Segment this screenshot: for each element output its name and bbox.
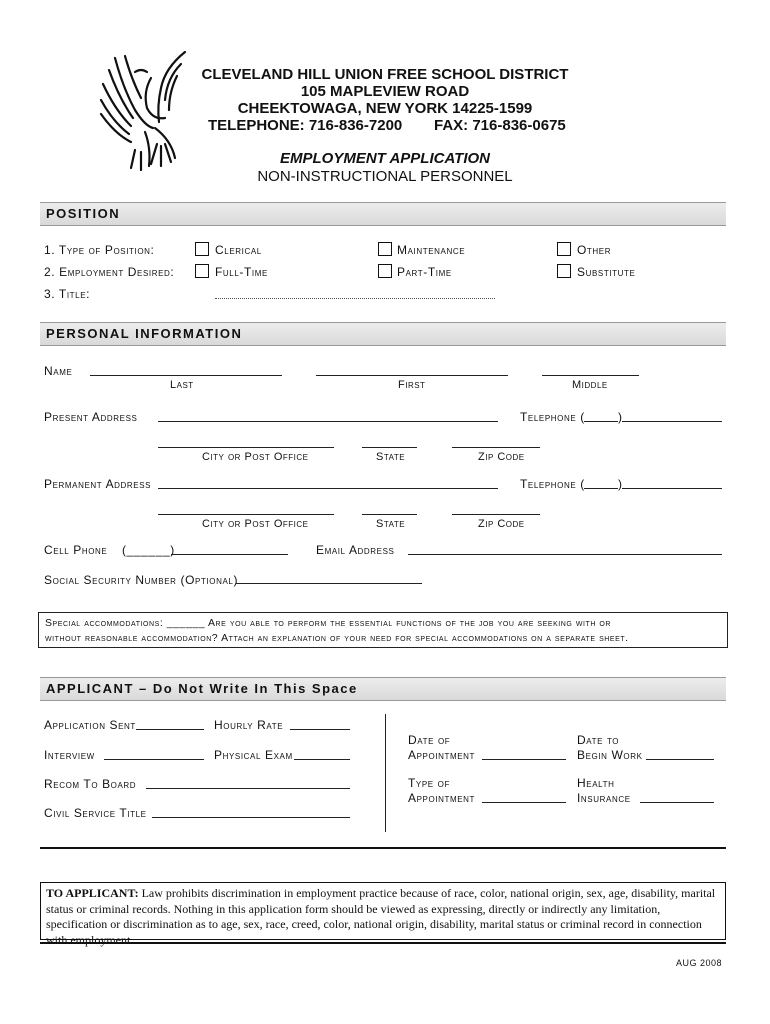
recom-to-board-label: Recom To Board (44, 777, 137, 791)
zip-caption: Zip Code (478, 518, 525, 530)
name-label: Name (44, 364, 73, 378)
date-of-appointment-field[interactable] (482, 759, 566, 760)
recom-to-board-field[interactable] (146, 788, 350, 789)
date-of-label: Date of (408, 733, 451, 747)
telephone-number: TELEPHONE: 716-836-7200 (208, 117, 403, 134)
section-heading: APPLICANT – Do Not Write In This Space (46, 681, 358, 696)
notice-text: Law prohibits discrimination in employment practice because of race, color, national origin, sex, age, disability, marital status or criminal records. Nothing in this application form should be viewed as expressing, directly or indirectly any limitation, specification or discrimination as to age, sex, race, creed, color, national origin, disability, marital status or criminal record in connection with employment. (46, 886, 716, 947)
page-subtitle: NON-INSTRUCTIONAL PERSONNEL (257, 168, 513, 185)
cell-phone-field[interactable] (171, 554, 288, 555)
notice-lead: TO APPLICANT: (46, 886, 139, 900)
civil-service-title-label: Civil Service Title (44, 806, 147, 820)
paren-close: ) (618, 410, 623, 424)
section-personal-information (40, 322, 726, 346)
maintenance-checkbox[interactable] (378, 242, 392, 256)
fulltime-checkbox[interactable] (195, 264, 209, 278)
middle-caption: Middle (572, 379, 608, 391)
fulltime-label: Full-Time (215, 265, 268, 279)
first-name-field[interactable] (316, 375, 508, 376)
section-position (40, 202, 726, 226)
office-divider (385, 714, 386, 832)
section-divider (40, 847, 726, 849)
parttime-label: Part-Time (397, 265, 452, 279)
date-to-begin-work-field[interactable] (646, 759, 714, 760)
section-heading: POSITION (46, 206, 121, 221)
permanent-telephone-field[interactable] (622, 488, 722, 489)
first-caption: First (398, 379, 426, 391)
title-field[interactable] (215, 298, 495, 299)
maintenance-label: Maintenance (397, 243, 466, 257)
physical-exam-label: Physical Exam (214, 748, 293, 762)
section-heading: PERSONAL INFORMATION (46, 326, 243, 341)
substitute-label: Substitute (577, 265, 636, 279)
city-caption: City or Post Office (202, 451, 309, 463)
permanent-telephone-label: Telephone ( (520, 477, 585, 491)
notice-underline (40, 942, 726, 944)
clerical-label: Clerical (215, 243, 262, 257)
hourly-rate-field[interactable] (290, 729, 350, 730)
other-label: Other (577, 243, 612, 257)
employment-desired-label: 2. Employment Desired: (44, 265, 175, 279)
date-to-label: Date to (577, 733, 620, 747)
permanent-city-field[interactable] (158, 514, 334, 515)
section-office-use (40, 677, 726, 701)
type-of-position-label: 1. Type of Position: (44, 243, 155, 257)
present-telephone-label: Telephone ( (520, 410, 585, 424)
appointment-label: Appointment (408, 748, 476, 762)
permanent-area-code-field[interactable] (584, 488, 618, 489)
permanent-address-label: Permanent Address (44, 477, 152, 491)
interview-label: Interview (44, 748, 95, 762)
begin-work-label: Begin Work (577, 748, 643, 762)
accommodations-box (38, 612, 728, 648)
last-name-field[interactable] (90, 375, 282, 376)
present-telephone-field[interactable] (622, 421, 722, 422)
permanent-zip-field[interactable] (452, 514, 540, 515)
application-sent-field[interactable] (136, 729, 204, 730)
health-label: Health (577, 776, 615, 790)
present-address-field[interactable] (158, 421, 498, 422)
hourly-rate-label: Hourly Rate (214, 718, 284, 732)
state-caption: State (376, 451, 406, 463)
present-state-field[interactable] (362, 447, 417, 448)
clerical-checkbox[interactable] (195, 242, 209, 256)
accommodations-line-2: without reasonable accommodation? Attach an explanation of your need for special accommodations on a separate sheet. (45, 632, 629, 644)
accommodations-line-1: Special accommodations: ______ Are you able to perform the essential functions of the job you are seeking with or (45, 617, 611, 629)
city-caption: City or Post Office (202, 518, 309, 530)
fax-number: FAX: 716-836-0675 (434, 117, 566, 134)
civil-service-title-field[interactable] (152, 817, 350, 818)
substitute-checkbox[interactable] (557, 264, 571, 278)
email-label: Email Address (316, 543, 395, 557)
permanent-address-field[interactable] (158, 488, 498, 489)
application-sent-label: Application Sent (44, 718, 136, 732)
cell-phone-label: Cell Phone (44, 543, 108, 557)
parttime-checkbox[interactable] (378, 264, 392, 278)
title-label: 3. Title: (44, 287, 91, 301)
last-caption: Last (170, 379, 194, 391)
present-address-label: Present Address (44, 410, 138, 424)
present-city-field[interactable] (158, 447, 334, 448)
paren-close: ) (618, 477, 623, 491)
type-of-label: Type of (408, 776, 450, 790)
physical-exam-field[interactable] (294, 759, 350, 760)
permanent-state-field[interactable] (362, 514, 417, 515)
non-discrimination-notice (40, 882, 726, 947)
health-insurance-field[interactable] (640, 802, 714, 803)
middle-name-field[interactable] (542, 375, 639, 376)
form-revision-date: AUG 2008 (676, 958, 723, 968)
insurance-label: Insurance (577, 791, 631, 805)
state-caption: State (376, 518, 406, 530)
type-of-appointment-field[interactable] (482, 802, 566, 803)
page-title: EMPLOYMENT APPLICATION (280, 150, 490, 167)
other-checkbox[interactable] (557, 242, 571, 256)
ssn-label: Social Security Number (Optional) (44, 573, 239, 587)
district-name: CLEVELAND HILL UNION FREE SCHOOL DISTRICT (201, 66, 569, 83)
ssn-field[interactable] (236, 583, 422, 584)
zip-caption: Zip Code (478, 451, 525, 463)
cell-area-code-field[interactable]: (______) (122, 543, 175, 557)
present-area-code-field[interactable] (584, 421, 618, 422)
present-zip-field[interactable] (452, 447, 540, 448)
email-field[interactable] (408, 554, 722, 555)
street-address: 105 MAPLEVIEW ROAD (300, 83, 470, 100)
interview-field[interactable] (104, 759, 204, 760)
city-state-zip: CHEEKTOWAGA, NEW YORK 14225-1599 (237, 100, 533, 117)
appointment-type-label: Appointment (408, 791, 476, 805)
